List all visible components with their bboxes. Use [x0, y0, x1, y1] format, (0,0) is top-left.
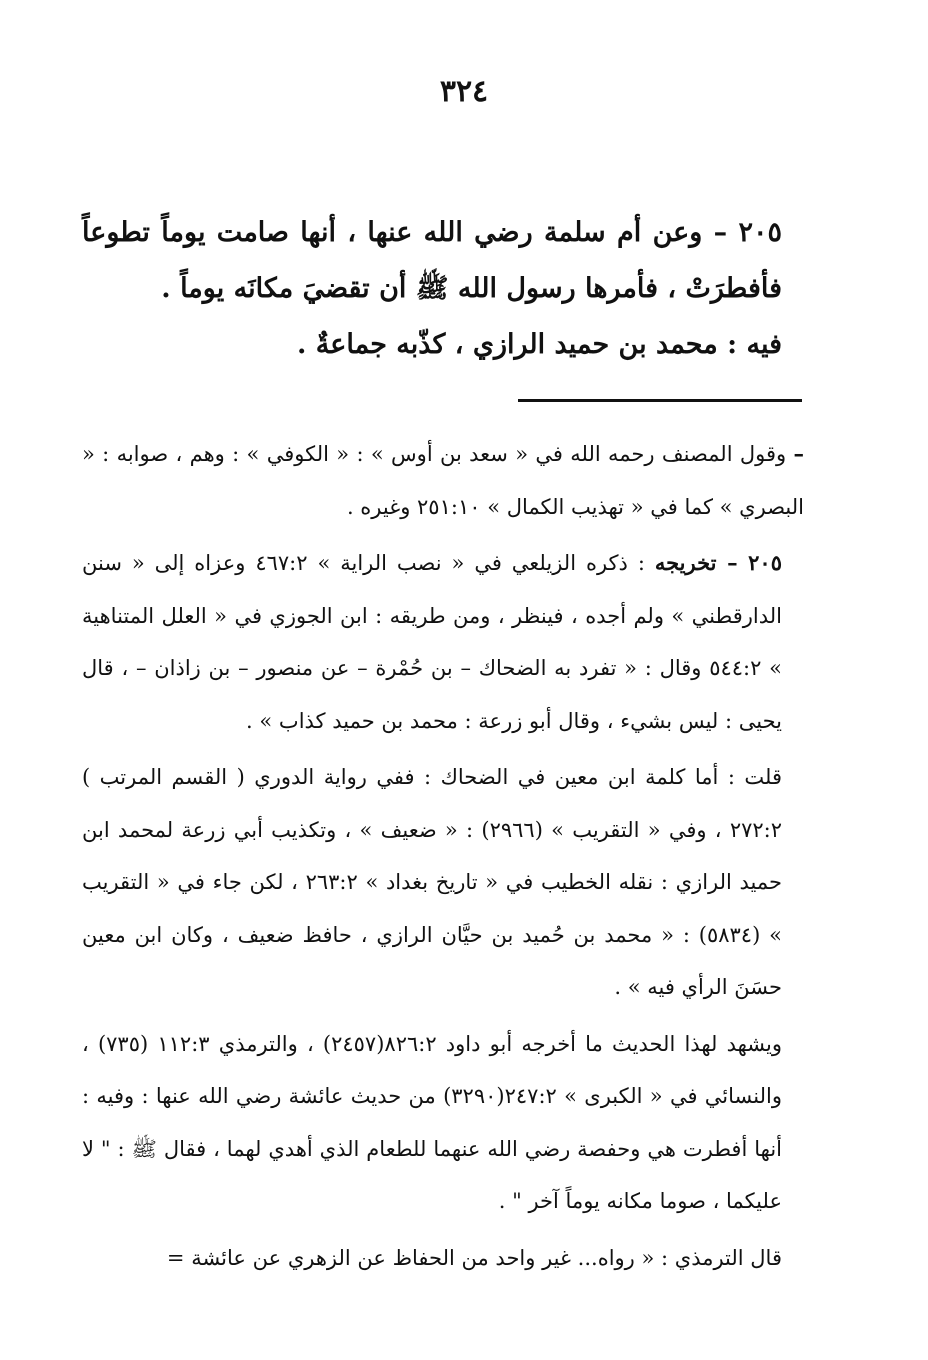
- footnote-takhrij: [82, 537, 804, 747]
- main-text: [82, 205, 802, 373]
- footnote-musannif-text: وقول المصنف رحمه الله في « سعد بن أوس » : « الكوفي » : وهم ، صوابه : « البصري » كما في « تهذيب الكمال » ٢٥١:١٠ وغيره .: [82, 442, 804, 519]
- hadith-paragraph: ٢٠٥ – وعن أم سلمة رضي الله عنها ، أنها صامت يوماً تطوعاً فأفطرَتْ ، فأمرها رسول الله ﷺ أن تقضيَ مكانَه يوماً .: [82, 217, 782, 304]
- footnote-shahid: ويشهد لهذا الحديث ما أخرجه أبو داود ٨٢٦:٢(٢٤٥٧) ، والترمذي ١١٢:٣ (٧٣٥) ، والنسائي في « الكبرى » ٢٤٧:٢(٣٢٩٠) من حديث عائشة رضي الله عنها : وفيه : أنها أفطرت هي وحفصة رضي الله عنهما للطعام الذي أهدي لهما ، فقال ﷺ : " لا عليكما ، صوما مكانه يوماً آخر " .: [82, 1031, 782, 1213]
- takhrij-text: : ذكره الزيلعي في « نصب الراية » ٤٦٧:٢ وعزاه إلى « سنن الدارقطني » ولم أجده ، فينظر ، ومن طريقه : ابن الجوزي في « العلل المتناهية » ٥٤٤:٢ وقال : « تفرد به الضحاك – بن حُمْرة – عن منصور – بن زاذان – ، قال يحيى : ليس بشيء ، وقال أبو زرعة : محمد بن حميد كذاب » .: [82, 551, 782, 733]
- footnote-divider: [518, 399, 802, 402]
- footnote-tirmidhi: قال الترمذي : « رواه... غير واحد من الحفاظ عن الزهري عن عائشة =: [166, 1245, 782, 1270]
- footnote-musannif: [82, 428, 804, 533]
- footnote-dash: –: [793, 441, 805, 466]
- footnotes-section: [82, 428, 804, 1284]
- page-number: ٣٢٤: [439, 74, 489, 109]
- takhrij-label: ٢٠٥ – تخريجه: [654, 550, 782, 575]
- footnote-qultu: قلت : أما كلمة ابن معين في الضحاك : ففي رواية الدوري ( القسم المرتب ) ٢٧٢:٢ ، وفي « التقريب » (٢٩٦٦) : « ضعيف » ، وتكذيب أبي زرعة لمحمد ابن حميد الرازي : نقله الخطيب في « تاريخ بغداد » ٢٦٣:٢ ، لكن جاء في « التقريب » (٥٨٣٤) : « محمد بن حُميد بن حيَّان الرازي ، حافظ ضعيف ، وكان ابن معين حسَنَ الرأي فيه » .: [82, 765, 783, 999]
- narrator-note: فيه : محمد بن حميد الرازي ، كذّبه جماعةٌ .: [297, 329, 782, 360]
